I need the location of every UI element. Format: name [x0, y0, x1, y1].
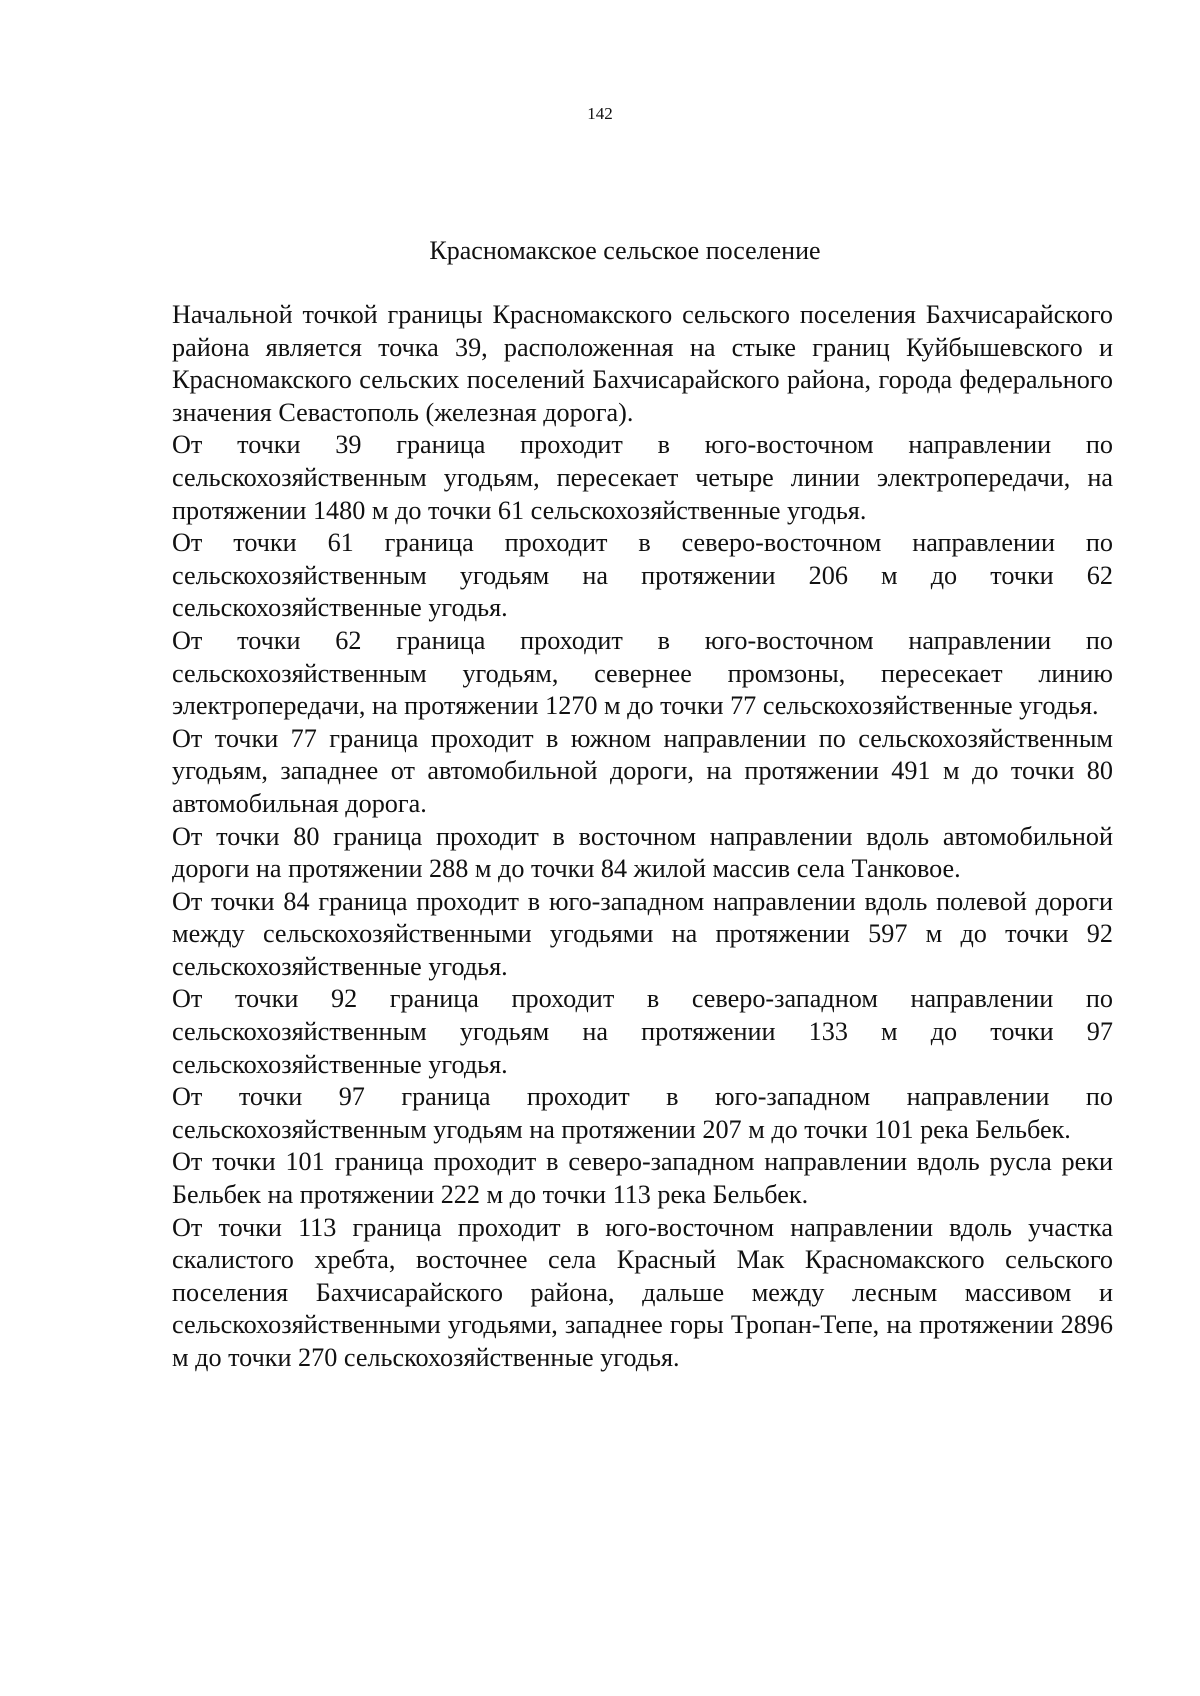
- paragraph-5: От точки 77 граница проходит в южном направлении по сельскохозяйственным угодьям, западнее от автомобильной дороги, на протяжении 491 м до точки 80 автомобильная дорога.: [172, 723, 1113, 818]
- paragraph-9: От точки 97 граница проходит в юго-западном направлении по сельскохозяйственным угодьям на протяжении 207 м до точки 101 река Бельбек.: [172, 1082, 1113, 1144]
- paragraph-1: Начальной точкой границы Красномакского сельского поселения Бахчисарайского района является точка 39, расположенная на стыке границ Куйбышевского и Красномакского сельских поселений Бахчисарайского района, города федерального значения Севастополь (железная дорога).: [172, 300, 1113, 427]
- page-number: 142: [587, 104, 613, 123]
- paragraph-2: От точки 39 граница проходит в юго-восточном направлении по сельскохозяйственным угодьям, пересекает четыре линии электропередачи, на протяжении 1480 м до точки 61 сельскохозяйственные угодья.: [172, 430, 1113, 525]
- paragraph-8: От точки 92 граница проходит в северо-западном направлении по сельскохозяйственным угодьям на протяжении 133 м до точки 97 сельскохозяйственные угодья.: [172, 984, 1113, 1079]
- paragraph-10: От точки 101 граница проходит в северо-западном направлении вдоль русла реки Бельбек на протяжении 222 м до точки 113 река Бельбек.: [172, 1147, 1113, 1210]
- paragraph-4: От точки 62 граница проходит в юго-восточном направлении по сельскохозяйственным угодьям, севернее промзоны, пересекает линию электропередачи, на протяжении 1270 м до точки 77 сельскохозяйственные угодья.: [172, 625, 1113, 721]
- paragraph-11: От точки 113 граница проходит в юго-восточном направлении вдоль участка скалистого хребта, восточнее села Красный Мак Красномакского сельского поселения Бахчисарайского района, дальше между лесным массивом и сельскохозяйственными угодьями, западнее горы Тропан-Тепе, на протяжении 2896 м до точки 270 сельскохозяйственные угодья.: [172, 1212, 1113, 1372]
- paragraph-3: От точки 61 граница проходит в северо-восточном направлении по сельскохозяйственным угодьям на протяжении 206 м до точки 62 сельскохозяйственные угодья.: [172, 528, 1113, 623]
- section-title: Красномакское сельское поселение: [429, 236, 821, 265]
- paragraph-6: От точки 80 граница проходит в восточном направлении вдоль автомобильной дороги на протяжении 288 м до точки 84 жилой массив села Танковое.: [172, 821, 1113, 884]
- document-body: [172, 299, 1113, 1375]
- paragraph-7: От точки 84 граница проходит в юго-западном направлении вдоль полевой дороги между сельскохозяйственными угодьями на протяжении 597 м до точки 92 сельскохозяйственные угодья.: [172, 886, 1113, 981]
